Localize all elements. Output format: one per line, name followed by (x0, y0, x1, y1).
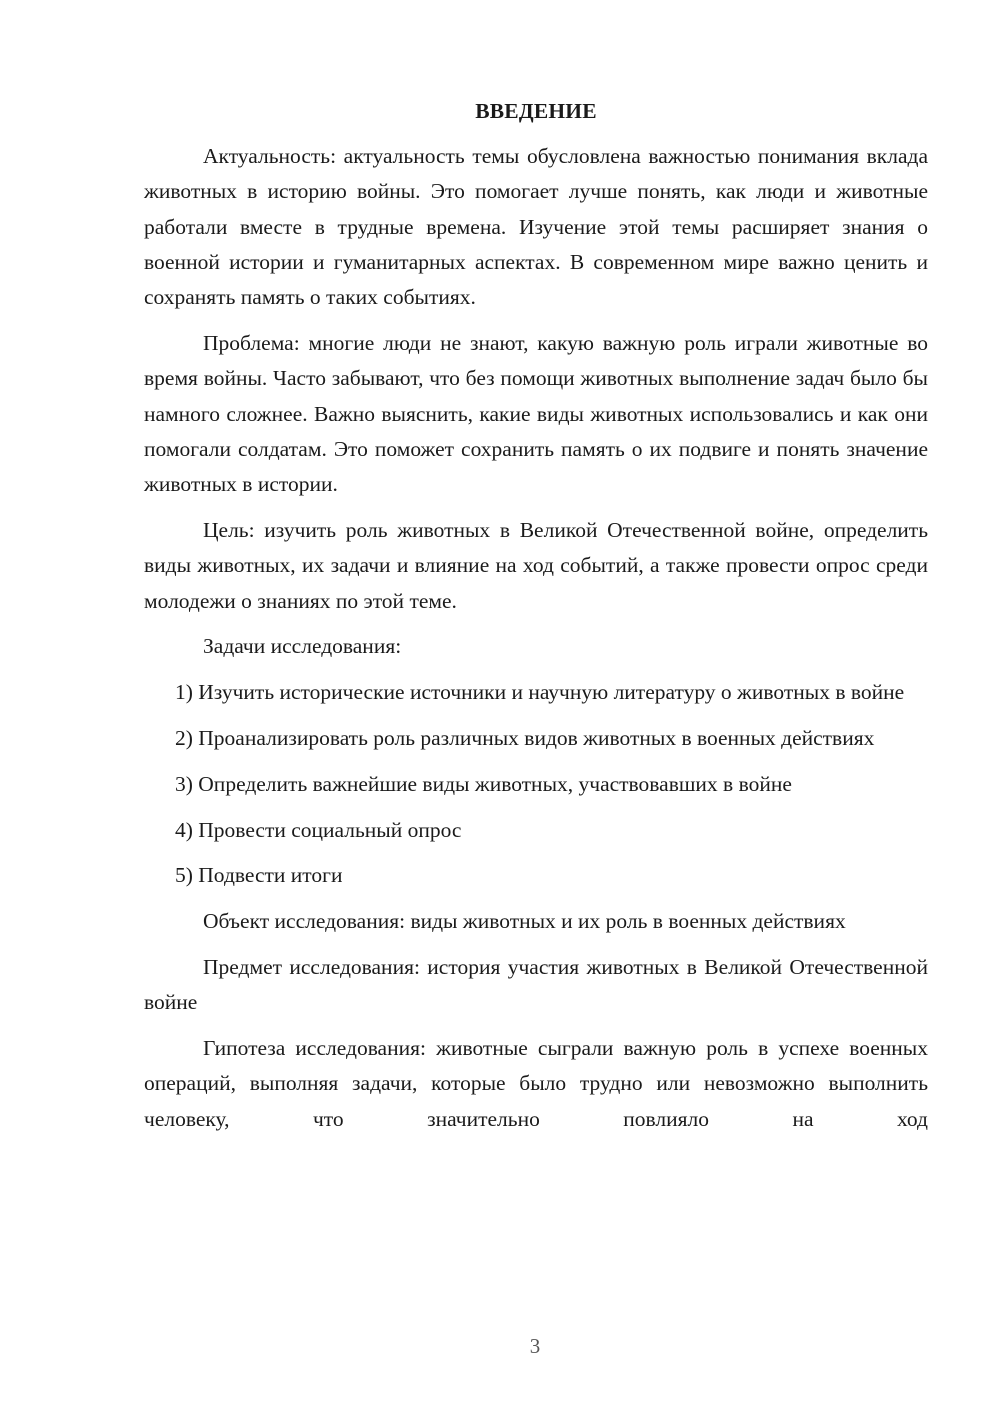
task-item-5: 5) Подвести итоги (175, 863, 343, 888)
subject-text: история участия животных в Великой Отечественной войне (144, 954, 928, 1015)
hypothesis-label: Гипотеза исследования: (203, 1036, 426, 1061)
task-item-4: 4) Провести социальный опрос (175, 817, 462, 842)
object-paragraph (144, 904, 928, 939)
task-item-3: 3) Определить важнейшие виды животных, участвовавших в войне (175, 771, 792, 796)
tasks-heading: Задачи исследования: (203, 634, 402, 659)
subject-paragraph (144, 950, 928, 1021)
page-content (144, 95, 928, 1147)
relevance-label: Актуальность: (203, 144, 337, 168)
section-title: ВВЕДЕНИЕ (475, 99, 597, 123)
hypothesis-text: животные сыграли важную роль в успехе военных операций, выполняя задачи, которые было трудно или невозможно выполнить человеку, что значительно повлияло на ход (144, 1036, 929, 1131)
relevance-paragraph (144, 139, 928, 315)
problem-paragraph (144, 326, 928, 502)
task-item-1: 1) Изучить исторические источники и научную литературу о животных в войне (175, 680, 905, 705)
task-item-2: 2) Проанализировать роль различных видов животных в военных действиях (175, 725, 875, 750)
problem-label: Проблема: (203, 330, 300, 355)
goal-label: Цель: (203, 517, 255, 542)
page-number: 3 (529, 1334, 541, 1358)
hypothesis-paragraph (144, 1031, 928, 1137)
relevance-text: актуальность темы обусловлена важностью понимания вклада животных в историю войны. Это помогает лучше понять, как люди и животные работали вместе в трудные времена. Изучение этой темы расширяет знания о военной истории и гуманитарных аспектах. В современном мире важно ценить и сохранять память о таких событиях. (144, 144, 928, 310)
object-label: Объект исследования: (203, 909, 406, 934)
goal-text: изучить роль животных в Великой Отечественной войне, определить виды животных, их задачи и влияние на ход событий, а также провести опрос среди молодежи о знаниях по этой теме. (144, 517, 928, 613)
object-text: виды животных и их роль в военных действиях (410, 909, 846, 934)
problem-text: многие люди не знают, какую важную роль играли животные во время войны. Часто забывают, что без помощи животных выполнение задач было бы намного сложнее. Важно выяснить, какие виды животных использовались и как они помогали солдатам. Это поможет сохранить память о их подвиге и понять значение животных в истории. (144, 330, 928, 497)
goal-paragraph (144, 513, 928, 619)
subject-label: Предмет исследования: (203, 954, 420, 979)
